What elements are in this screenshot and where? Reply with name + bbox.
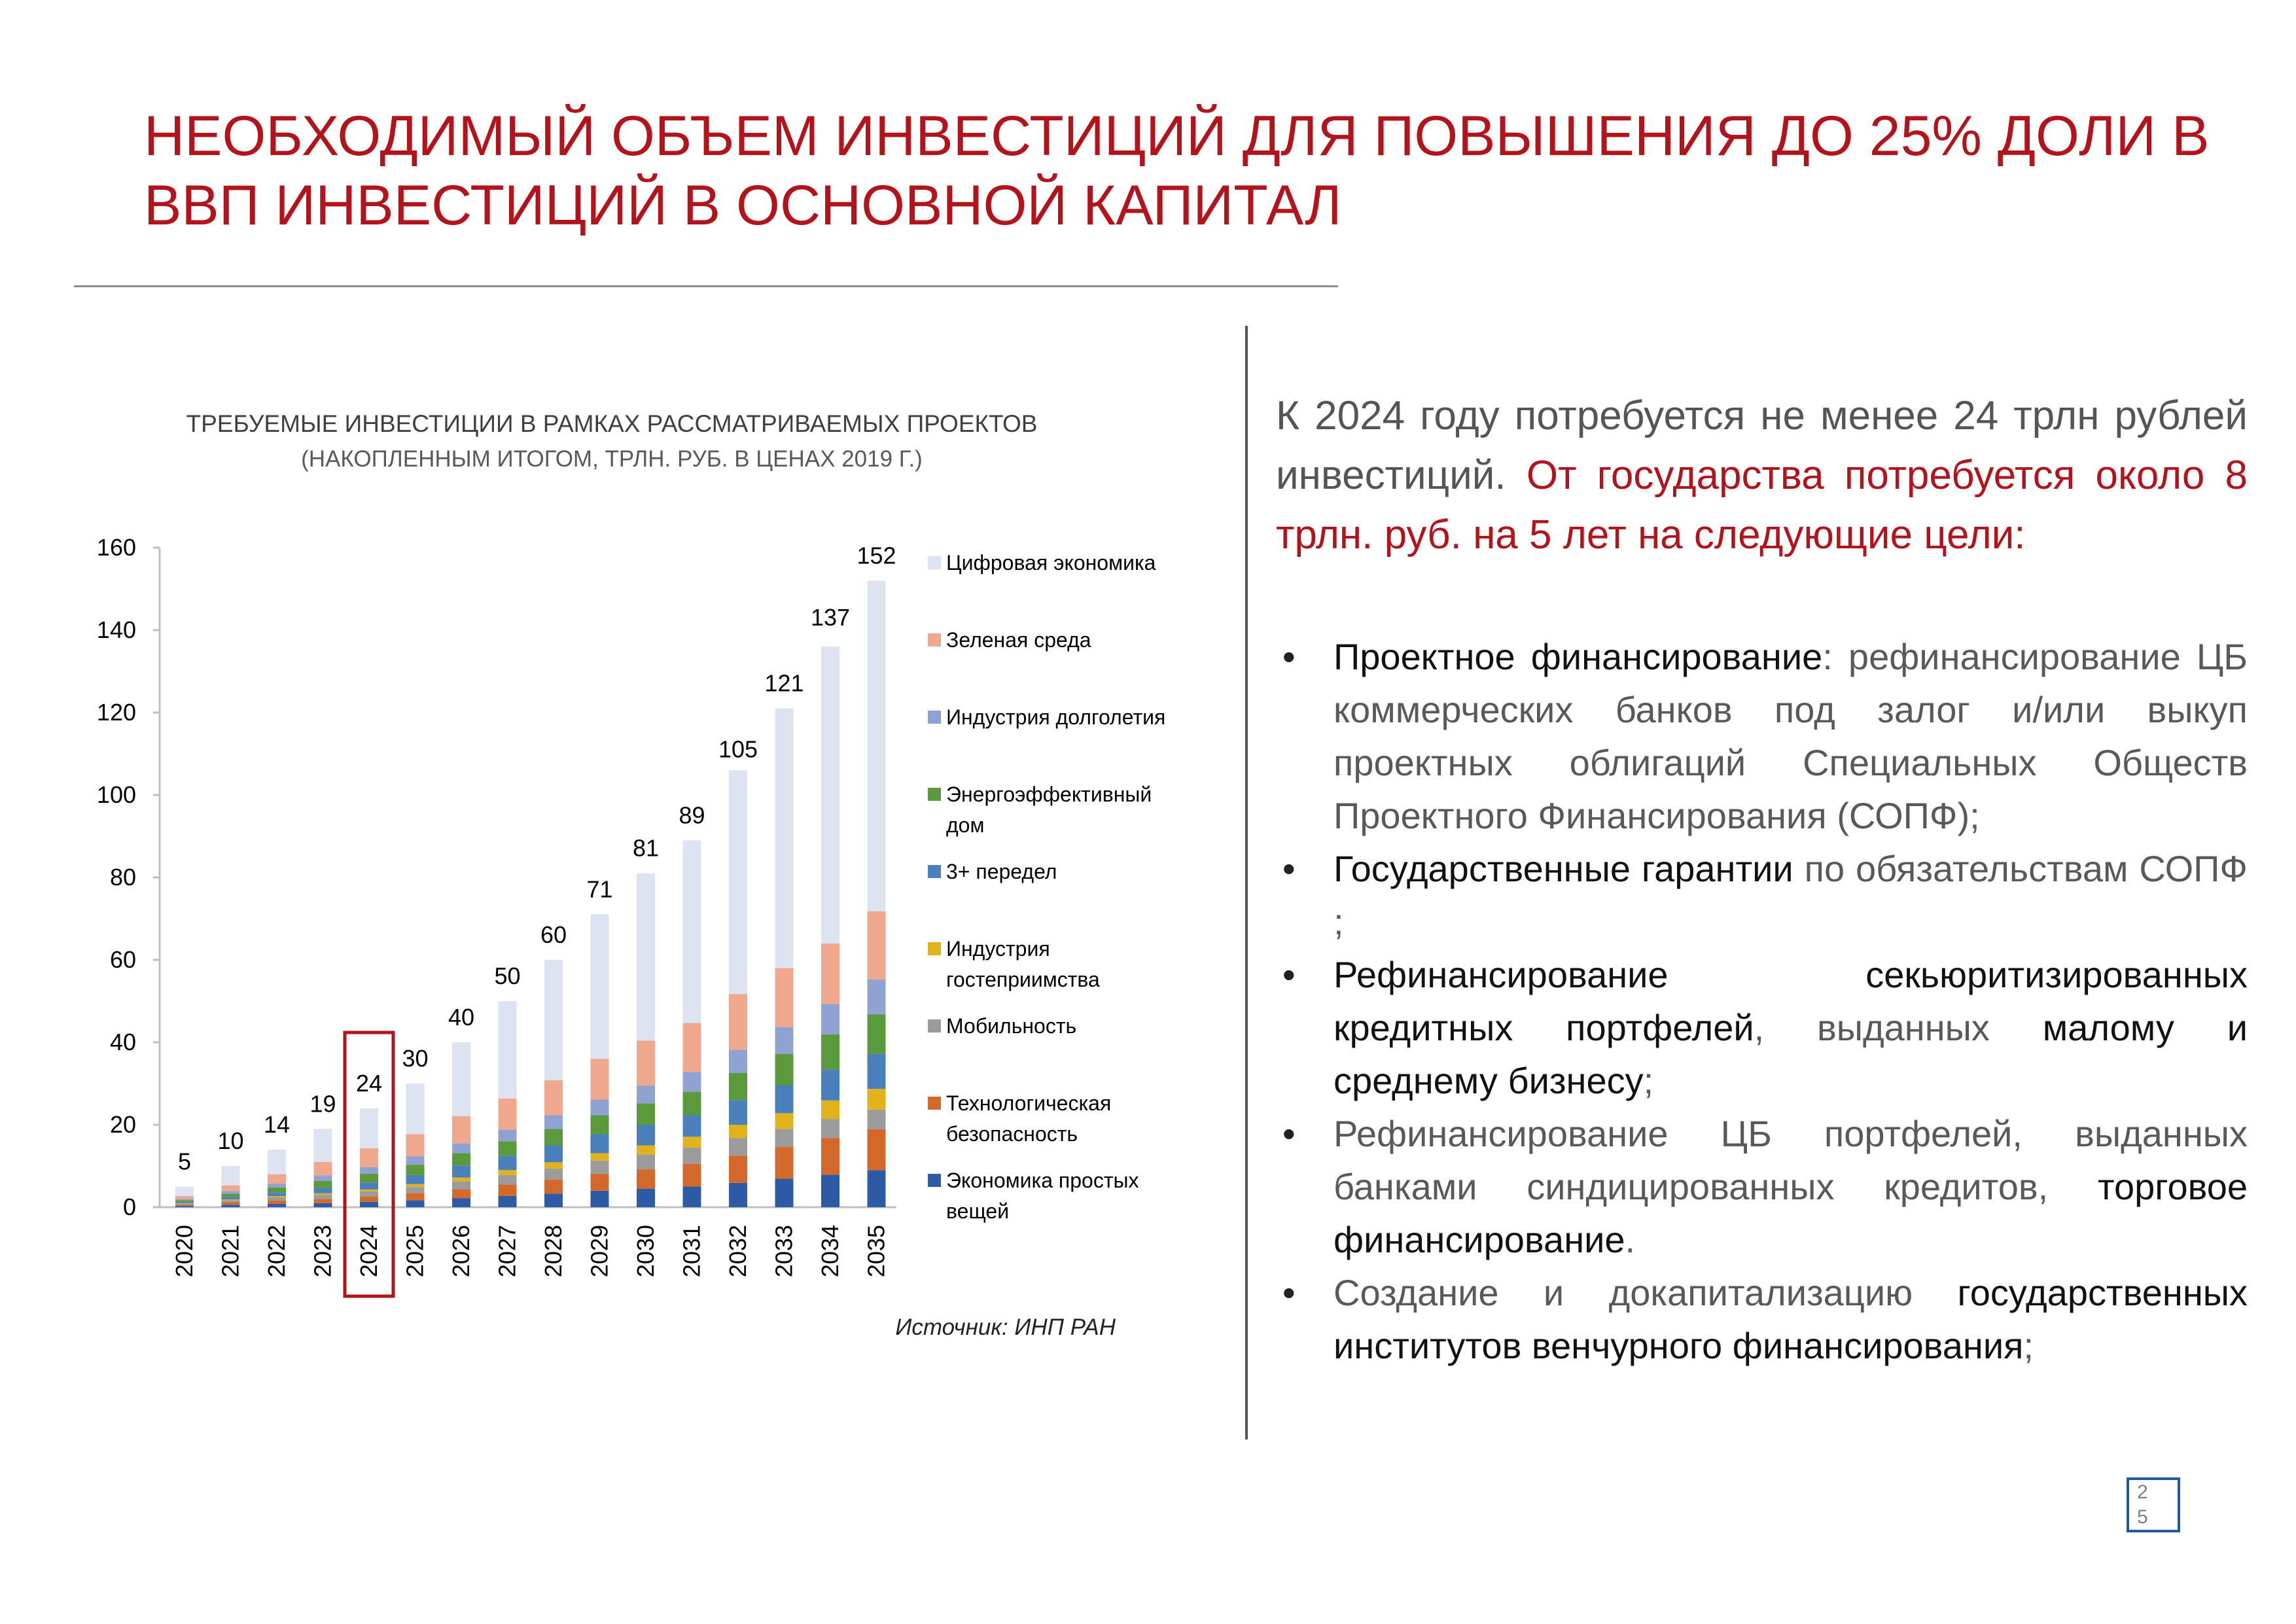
data-label: 10 [217, 1127, 244, 1154]
data-label: 14 [263, 1110, 291, 1138]
bullet-icon: • [1282, 848, 1296, 889]
bar-segment [268, 1196, 286, 1197]
bar-segment [360, 1202, 378, 1207]
bar-segment [360, 1197, 378, 1202]
data-label: 89 [679, 802, 705, 829]
bar-segment [268, 1201, 286, 1204]
chart-source: Источник: ИНП РАН [895, 1315, 1116, 1340]
x-tick-label: 2026 [448, 1225, 474, 1278]
data-label: 81 [632, 834, 660, 862]
bar-segment [683, 1137, 701, 1147]
bar-segment [268, 1192, 286, 1196]
bar-segment [591, 1161, 609, 1174]
list-item [1276, 1266, 2248, 1372]
list-item [1276, 1107, 2248, 1266]
bar-segment [268, 1174, 286, 1184]
x-tick-label: 2020 [171, 1225, 198, 1278]
bar-segment [499, 1141, 517, 1156]
bar-segment [175, 1199, 194, 1200]
bar-segment [452, 1178, 470, 1182]
bar-segment [868, 580, 886, 911]
bar-segment [452, 1116, 470, 1144]
bar-segment [406, 1175, 425, 1184]
bar-segment [175, 1202, 194, 1203]
bar-segment [591, 915, 609, 1059]
legend-label: Экономика простых [946, 1169, 1139, 1192]
bar-segment [591, 1100, 609, 1116]
legend-swatch [928, 633, 941, 646]
bar-segment [821, 1070, 839, 1101]
x-tick-label: 2034 [817, 1225, 843, 1278]
bar-segment [637, 1086, 655, 1103]
bar-segment [729, 770, 747, 994]
bar-segment [683, 1148, 701, 1164]
bar-segment [499, 1175, 517, 1184]
bar-segment [683, 1072, 701, 1091]
bar-segment [499, 1001, 517, 1099]
bar-segment [637, 1169, 655, 1189]
bar-segment [729, 1138, 747, 1156]
bar-segment [868, 1170, 886, 1207]
legend-label: гостеприимства [946, 968, 1100, 991]
bar-segment [452, 1042, 470, 1116]
bar-segment [268, 1188, 286, 1193]
y-tick-label: 140 [96, 616, 136, 643]
legend-label: 3+ передел [946, 860, 1057, 883]
bar-segment [268, 1204, 286, 1207]
bar-segment [175, 1206, 194, 1207]
data-label: 30 [402, 1045, 429, 1072]
bullet-bold: Рефинансирование секьюритизированных кредитных портфелей [1333, 954, 2248, 1048]
x-tick-label: 2025 [401, 1225, 429, 1278]
bar-segment [683, 840, 701, 1023]
bullet-text: по обязательствам СОПФ ; [1333, 848, 2248, 942]
bar-segment [360, 1148, 378, 1167]
legend-swatch [928, 865, 941, 878]
bar-segment [360, 1182, 378, 1190]
bar-segment [591, 1153, 609, 1160]
bar-segment [729, 1100, 747, 1125]
x-tick-label: 2033 [770, 1225, 798, 1278]
bar-segment [821, 1034, 839, 1070]
y-tick-label: 160 [96, 534, 136, 561]
bar-segment [821, 944, 839, 1004]
bar-segment [544, 1116, 563, 1129]
bar-segment [499, 1130, 517, 1142]
y-tick-label: 120 [96, 699, 136, 726]
bar-segment [591, 1059, 609, 1099]
bar-segment [544, 1193, 563, 1207]
bullet-icon: • [1282, 1113, 1296, 1154]
bar-segment [268, 1197, 286, 1201]
legend-label: Энергоэффективный [946, 783, 1152, 806]
bullet-bold: торговое финансирование [1333, 1166, 2248, 1260]
bar-segment [683, 1164, 701, 1187]
bar-segment [775, 1054, 794, 1086]
bar-segment [222, 1202, 240, 1205]
bar-segment [775, 709, 794, 968]
bar-segment [222, 1205, 240, 1207]
bar-segment [544, 1162, 563, 1168]
page-title: НЕОБХОДИМЫЙ ОБЪЕМ ИНВЕСТИЦИЙ ДЛЯ ПОВЫШЕНИЯ ДО 25% ДОЛИ В ВВП ИНВЕСТИЦИЙ В ОСНОВНОЙ КАПИТАЛ [144, 105, 2210, 237]
x-tick-label: 2022 [263, 1225, 290, 1278]
bar-segment [314, 1181, 332, 1188]
bar-segment [314, 1188, 332, 1193]
vertical-divider [1245, 326, 1248, 1439]
bar-segment [499, 1170, 517, 1175]
bar-segment [637, 1189, 655, 1207]
data-label: 19 [309, 1090, 336, 1118]
bar-segment [821, 646, 839, 944]
bar-segment [591, 1191, 609, 1207]
page-number-digit: 5 [2137, 1506, 2148, 1528]
bar-segment [175, 1196, 194, 1199]
bullet-text: Рефинансирование ЦБ портфелей, выданных банками синдицированных кредитов, [1333, 1113, 2248, 1207]
bar-segment [360, 1108, 378, 1148]
data-label: 137 [810, 603, 851, 631]
data-label: 40 [448, 1004, 475, 1031]
bullet-icon: • [1282, 636, 1296, 677]
bar-segment [360, 1174, 378, 1182]
bar-segment [821, 1004, 839, 1034]
bar-segment [499, 1184, 517, 1196]
bar-segment [452, 1181, 470, 1189]
bar-segment [406, 1193, 425, 1201]
legend-label: Зеленая среда [946, 628, 1091, 652]
legend-swatch [928, 711, 941, 724]
y-tick-label: 60 [109, 946, 136, 973]
bullet-icon: • [1282, 1272, 1296, 1313]
page-number-digit: 2 [2137, 1481, 2148, 1503]
bar-segment [868, 980, 886, 1015]
data-label: 121 [764, 669, 804, 697]
bar-segment [406, 1084, 425, 1134]
bar-segment [222, 1193, 240, 1197]
x-tick-label: 2030 [632, 1225, 659, 1278]
bar-segment [314, 1199, 332, 1203]
bar-segment [222, 1186, 240, 1192]
bar-segment [499, 1196, 517, 1207]
bar-segment [775, 1086, 794, 1114]
bar-segment [729, 1183, 747, 1207]
legend-swatch [928, 556, 941, 569]
bar-segment [452, 1189, 470, 1198]
bar-segment [591, 1134, 609, 1153]
bar-segment [868, 1054, 886, 1089]
legend-label: Индустрия [946, 937, 1050, 961]
x-tick-label: 2021 [217, 1225, 244, 1278]
bar-segment [683, 1092, 701, 1116]
bar-segment [268, 1150, 286, 1174]
bullet-bold: Государственные гарантии [1333, 848, 1793, 889]
bar-segment [499, 1099, 517, 1130]
bullet-bold: государственных институтов венчурного финансирования [1333, 1272, 2248, 1366]
bar-segment [222, 1200, 240, 1202]
bar-segment [637, 874, 655, 1041]
bar-segment [175, 1187, 194, 1196]
legend-label: безопасность [946, 1122, 1078, 1146]
bar-segment [868, 911, 886, 980]
bullet-text: ; [2023, 1325, 2034, 1366]
legend-swatch [928, 1019, 941, 1033]
legend-label: Цифровая экономика [946, 551, 1156, 574]
bar-segment [683, 1023, 701, 1072]
bar-segment [775, 1129, 794, 1147]
y-tick-label: 20 [109, 1111, 136, 1138]
bar-segment [360, 1167, 378, 1174]
investment-chart [0, 0, 1243, 1374]
bar-segment [314, 1162, 332, 1176]
bar-segment [821, 1138, 839, 1174]
chart-title: ТРЕБУЕМЫЕ ИНВЕСТИЦИИ В РАМКАХ РАССМАТРИВАЕМЫХ ПРОЕКТОВ [186, 410, 1038, 437]
bar-segment [222, 1199, 240, 1200]
intro-highlight: От государства потребуется около 8 трлн. руб. на 5 лет на следующие цели: [1276, 453, 2248, 557]
list-item [1276, 630, 2248, 842]
bar-segment [452, 1153, 470, 1165]
list-item [1276, 842, 2248, 948]
bullet-text: ; [1643, 1060, 1654, 1101]
goals-list [1276, 630, 2248, 1372]
x-tick-label: 2031 [678, 1225, 705, 1278]
right-panel [1276, 386, 2248, 1372]
bar-segment [591, 1116, 609, 1135]
bar-segment [222, 1166, 240, 1186]
bar-segment [268, 1184, 286, 1188]
bar-segment [175, 1205, 194, 1206]
bar-segment [544, 960, 563, 1080]
x-tick-label: 2028 [540, 1225, 567, 1278]
bar-segment [544, 1146, 563, 1163]
bar-segment [821, 1174, 839, 1207]
bar-segment [452, 1143, 470, 1153]
data-label: 71 [586, 875, 613, 903]
bar-segment [868, 1129, 886, 1170]
bar-segment [729, 1156, 747, 1183]
legend-swatch [928, 1174, 941, 1187]
bar-segment [729, 1073, 747, 1101]
legend-label: Мобильность [946, 1014, 1077, 1038]
bar-segment [775, 968, 794, 1027]
bar-segment [452, 1198, 470, 1207]
bar-segment [821, 1119, 839, 1138]
bar-segment [314, 1193, 332, 1195]
bar-segment [729, 1050, 747, 1072]
data-label: 50 [494, 962, 521, 989]
bar-segment [406, 1200, 425, 1207]
bar-segment [406, 1134, 425, 1156]
data-label: 5 [177, 1148, 192, 1175]
bar-segment [406, 1165, 425, 1175]
legend-label: Технологическая [946, 1091, 1112, 1115]
y-tick-label: 40 [109, 1029, 136, 1055]
y-tick-label: 100 [96, 781, 136, 808]
bullet-text: , выданных [1754, 1007, 2043, 1048]
legend-label: Индустрия долголетия [946, 705, 1166, 729]
data-label: 152 [857, 542, 896, 569]
bar-segment [314, 1129, 332, 1161]
data-label: 105 [718, 735, 758, 763]
x-tick-label: 2027 [493, 1225, 521, 1278]
bar-segment [775, 1179, 794, 1207]
bar-segment [729, 994, 747, 1050]
bar-segment [544, 1129, 563, 1145]
bar-segment [868, 1110, 886, 1129]
bar-segment [360, 1190, 378, 1192]
legend-swatch [928, 788, 941, 801]
intro-text: К 2024 году потребуется не менее 24 трлн рублей инвестиций. [1276, 393, 2248, 498]
x-tick-label: 2032 [724, 1225, 751, 1278]
bullet-text: : рефинансирование ЦБ коммерческих банков под залог и/или выкуп проектных облигаций Специальных Обществ Проектного Финансирования (СОПФ); [1333, 636, 2248, 836]
bullet-text: . [1625, 1219, 1636, 1260]
bar-segment [729, 1125, 747, 1138]
bar-segment [314, 1175, 332, 1180]
bullet-icon: • [1282, 954, 1296, 995]
intro-paragraph [1276, 386, 2248, 565]
x-tick-label: 2035 [862, 1225, 890, 1278]
bullet-text: Создание и докапитализацию [1333, 1272, 1958, 1313]
bar-segment [637, 1040, 655, 1086]
bar-segment [175, 1200, 194, 1202]
bullet-bold: малому и среднему бизнесу [1333, 1007, 2248, 1101]
bar-segment [821, 1101, 839, 1119]
bar-segment [775, 1147, 794, 1179]
bar-segment [775, 1027, 794, 1054]
bar-segment [175, 1203, 194, 1204]
bar-segment [544, 1180, 563, 1193]
bar-segment [406, 1157, 425, 1165]
bar-segment [868, 1014, 886, 1053]
chart-subtitle: (НАКОПЛЕННЫМ ИТОГОМ, ТРЛН. РУБ. В ЦЕНАХ 2019 Г.) [301, 446, 923, 472]
bar-segment [637, 1103, 655, 1125]
bar-segment [406, 1187, 425, 1193]
x-tick-label: 2023 [309, 1225, 336, 1278]
list-item [1276, 948, 2248, 1107]
bar-segment [868, 1089, 886, 1110]
bar-segment [499, 1156, 517, 1170]
data-label: 60 [540, 921, 567, 948]
bar-segment [683, 1116, 701, 1137]
bar-segment [360, 1192, 378, 1197]
bar-segment [222, 1197, 240, 1199]
bar-segment [452, 1165, 470, 1177]
bar-segment [544, 1080, 563, 1116]
x-tick-label: 2024 [355, 1225, 382, 1278]
legend-swatch [928, 942, 941, 955]
bar-segment [406, 1184, 425, 1187]
bar-segment [222, 1191, 240, 1193]
bar-segment [637, 1125, 655, 1146]
bar-segment [591, 1174, 609, 1191]
bar-segment [175, 1203, 194, 1205]
x-tick-label: 2029 [586, 1225, 613, 1278]
data-label: 24 [355, 1069, 383, 1097]
bar-segment [775, 1113, 794, 1129]
bar-segment [637, 1146, 655, 1155]
bar-segment [544, 1169, 563, 1180]
bar-segment [314, 1203, 332, 1207]
y-tick-label: 80 [109, 864, 136, 891]
bullet-bold: Проектное финансирование [1333, 636, 1823, 677]
y-tick-label: 0 [122, 1193, 136, 1220]
bar-segment [637, 1154, 655, 1169]
page-number [2127, 1477, 2180, 1532]
legend-label: вещей [946, 1199, 1010, 1223]
legend-swatch [928, 1097, 941, 1110]
bar-segment [314, 1195, 332, 1199]
legend-label: дом [946, 813, 985, 837]
bar-segment [683, 1187, 701, 1208]
